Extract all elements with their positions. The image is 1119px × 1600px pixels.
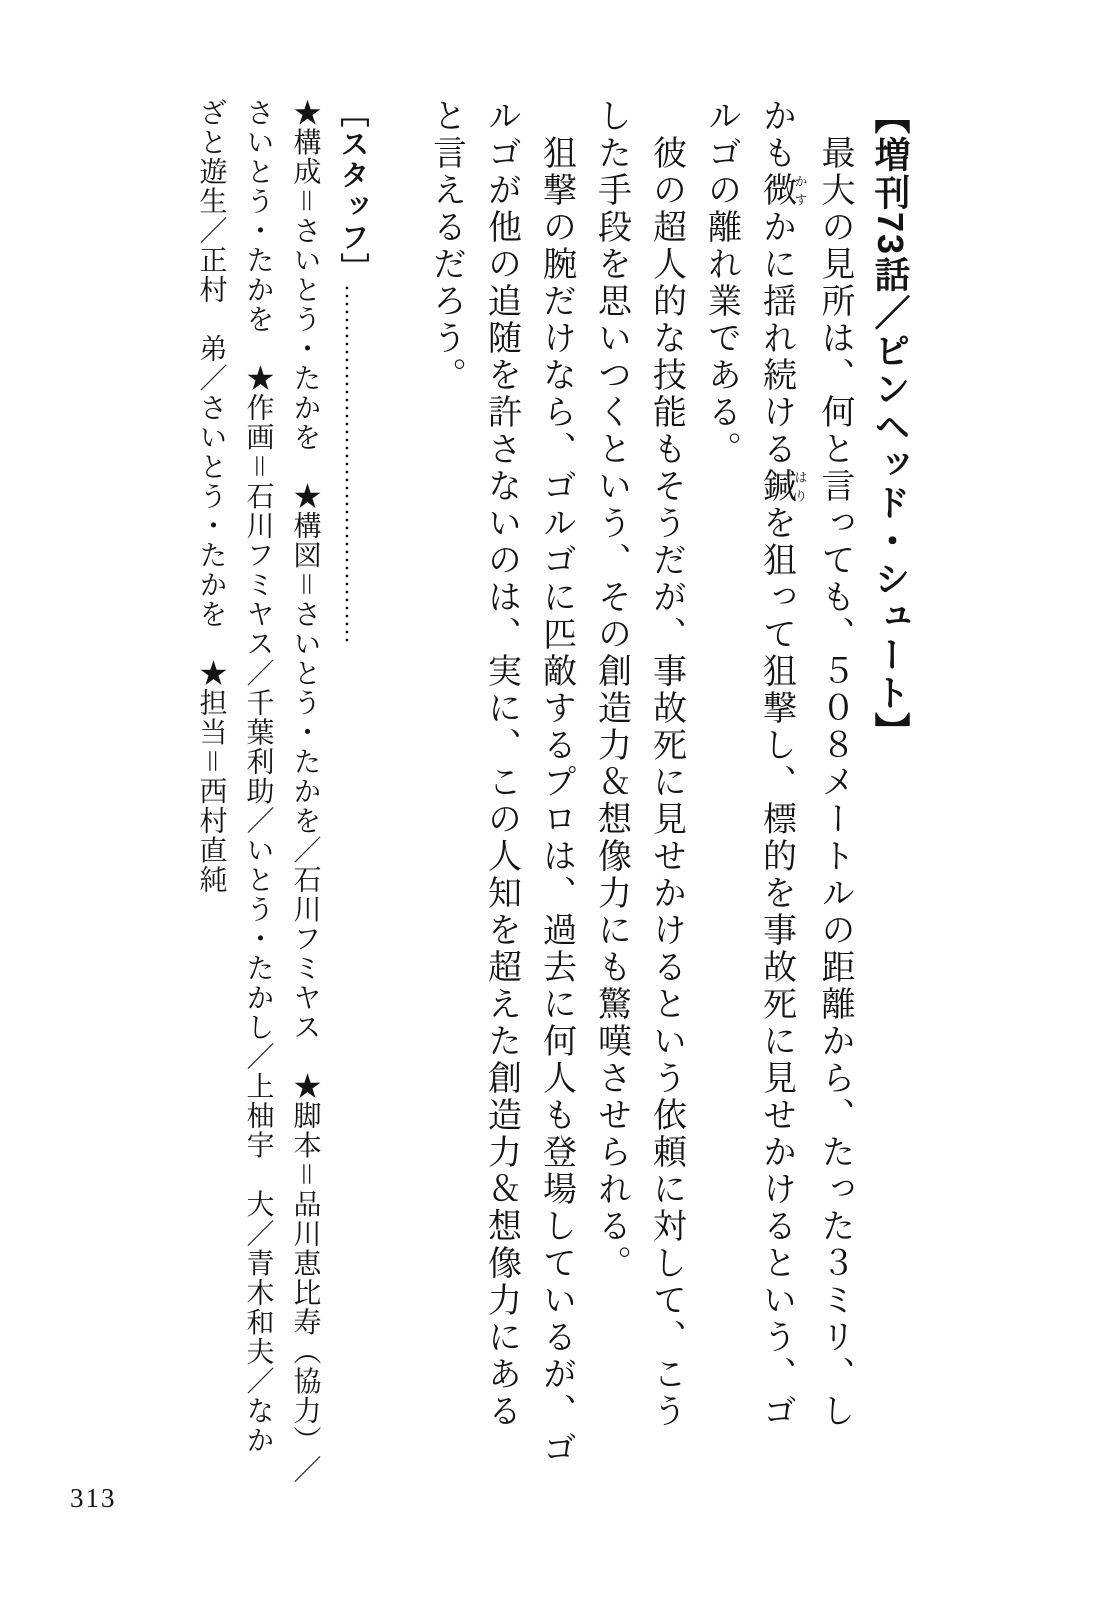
body-line-1: 最大の見所は、何と言っても、５０８メートルの距離から、たった３ミリ、し xyxy=(816,135,853,1430)
furigana-kasu: 微かす xyxy=(757,172,808,209)
body-line-2-mid: かに揺れ続ける xyxy=(757,209,795,468)
staff-heading xyxy=(329,98,377,1528)
body-line-2-post: を狙って狙撃し、標的を事故死に見せかけるという、ゴ xyxy=(757,505,795,1430)
body-line-3: ルゴの離れ業である。 xyxy=(702,98,740,468)
page-number: 313 xyxy=(70,1483,117,1513)
staff-heading-dots: ……………………………………… xyxy=(339,284,366,644)
article-page xyxy=(188,98,920,1528)
body-line-4: 彼の超人的な技能もそうだが、事故死に見せかけるという依頼に対して、こう xyxy=(647,135,685,1430)
staff-section xyxy=(188,98,377,1528)
body-line-6: 狙撃の腕だけなら、ゴルゴに匹敵するプロは、過去に何人も登場しているが、ゴ xyxy=(537,135,575,1467)
body-line-5: した手段を思いつくという、その創造力＆想像力にも驚嘆させられる。 xyxy=(592,98,630,1282)
staff-line-1: ★構成＝さいとう・たかを ★構図＝さいとう・たかを／石川フミヤス ★脚本＝品川恵比寿（協力）／ xyxy=(289,98,321,1485)
body-line-2 xyxy=(749,98,808,1528)
furigana-hari: 鍼はり xyxy=(757,468,808,505)
staff-line-2: さいとう・たかを ★作画＝石川フミヤス／千葉利助／いとう・たかし／上柚宇 大／青木和夫／なか xyxy=(242,98,274,1456)
chapter-title: 【増刊73話／ピンヘッド・シュート】 xyxy=(870,98,911,751)
body-line-7: ルゴが他の追随を許さないのは、実に、この人知を超えた創造力＆想像力にある xyxy=(482,98,520,1430)
staff-heading-label: ［スタッフ］ xyxy=(336,98,369,284)
body-line-2-pre: かも xyxy=(757,98,795,172)
body-line-8: と言えるだろう。 xyxy=(427,98,465,394)
staff-line-3: ざと遊生／正村 弟／さいとう・たかを ★担当＝西村直純 xyxy=(195,98,227,895)
